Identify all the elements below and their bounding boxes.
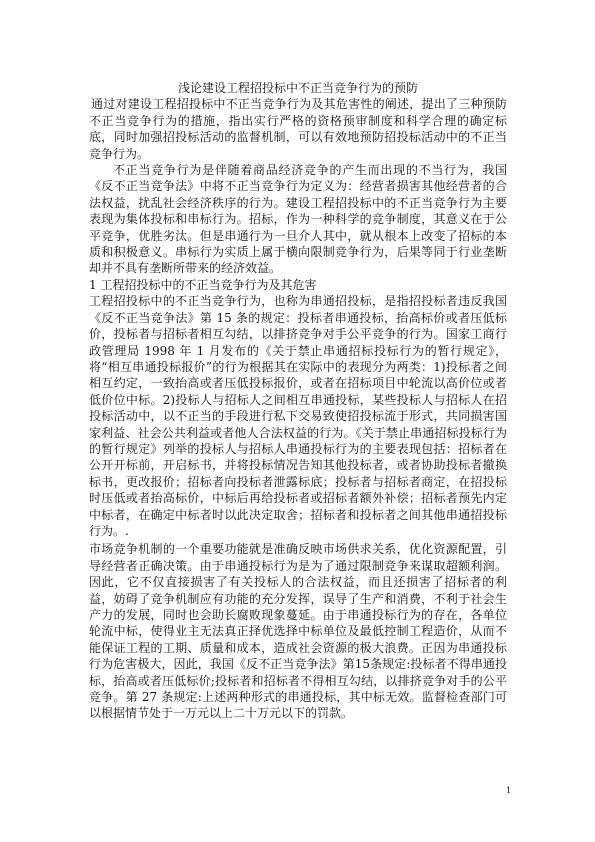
page-number: 1 (506, 786, 512, 795)
section-1-heading: 1 工程招投标中的不正当竞争行为及其危害 (89, 277, 317, 292)
intro-paragraph: 不正当竞争行为是伴随着商品经济竞争的产生而出现的不当行为，我国《反不正当竞争法》中将不正当竞争行为定义为：经营者损害其他经营者的合法权益，扰乱社会经济秩序的行为。建设工程招投标中的不正当竞争行为主要表现为集体投标和串标行为。招标，作为一种科学的竞争制度，其意义在于公平竞争，优胜劣汰。但是串通行为一旦介人其中，就从根本上改变了招标的本质和积极意义。串标行为实质上属于横向限制竞争行为，后果等同于行业垄断却并不具有垄断所带来的经济效益。 (89, 163, 507, 276)
document-title: 浅论建设工程招投标中不正当竞争行为的预防 (177, 81, 418, 95)
abstract-paragraph: 通过对建设工程招投标中不正当竞争行为及其危害性的阐述，提出了三种预防不正当竞争行为的措施，指出实行严格的资格预审制度和科学合理的确定标底，同时加强招投标活动的监督机制，可以有效地预防招投标活动中的不正当竞争行为。 (89, 97, 507, 161)
section-1-paragraph-2: 市场竞争机制的一个重要功能就是准确反映市场供求关系，优化资源配置，引导经营者正确决策。由于串通投标行为是为了通过限制竞争来谋取超额利润。因此，它不仅直接损害了有关投标人的合法权益，而且还损害了招标者的利益，妨碍了竞争机制应有功能的充分发挥，误导了生产和消费，不利于社会生产力的发展，同时也会助长腐败现象蔓延。由于串通投标行为的存在，各单位轮流中标，使得业主无法真正择优选择中标单位及最低控制工程造价，从而不能保证工程的工期、质量和成本，造成社会资源的极大浪费。正因为串通投标行为危害极大，因此，我国《反不正当竞争法》第15条规定:投标者不得串通投标，抬高或者压低标价;投标者和招标者不得相互勾结，以排挤竞争对手的公平竞争。第 27 条规定:上述两种形式的串通投标，其中标无效。监督检查部门可以根据情节处于一万元以上二十万元以下的罚款。 (89, 542, 507, 721)
page-content (89, 80, 507, 722)
section-1-paragraph-1: 工程招投标中的不正当竞争行为，也称为串通招投标，是指招投标者违反我国《反不正当竞争法》第 15 条的规定：投标者串通投标，抬高标价或者压低标价，投标者与招标者相互勾结，以排挤竞争对手公平竞争的行为。国家工商行政管理局 1998 年 1 月发布的《关于禁止串通招标投标行为的暂行规定》，将“相互串通投标报价”的行为根据其在实际中的表现分为两类：1)投标者之间相互约定，一致抬高或者压低投标报价，或者在招标项目中轮流以高价位或者低价位中标。2)投标人与招标人之间相互串通投标，某些投标人与招标人在招投标活动中，以不正当的手段进行私下交易致使招投标流于形式，共同损害国家利益、社会公共利益或者他人合法权益的行为。《关于禁止串通招标投标行为的暂行规定》列举的投标人与招标人串通投标行为的主要表现包括：招标者在公开开标前，开启标书，并将投标情况告知其他投标者，或者协助投标者撤换标书，更改报价；招标者向投标者泄露标底；投标者与招标者商定，在招投标时压低或者抬高标价，中标后再给投标者或招标者额外补偿；招标者预先内定中标者，在确定中标者时以此决定取舍；招标者和投标者之间其他串通招投标行为。. (89, 294, 507, 538)
